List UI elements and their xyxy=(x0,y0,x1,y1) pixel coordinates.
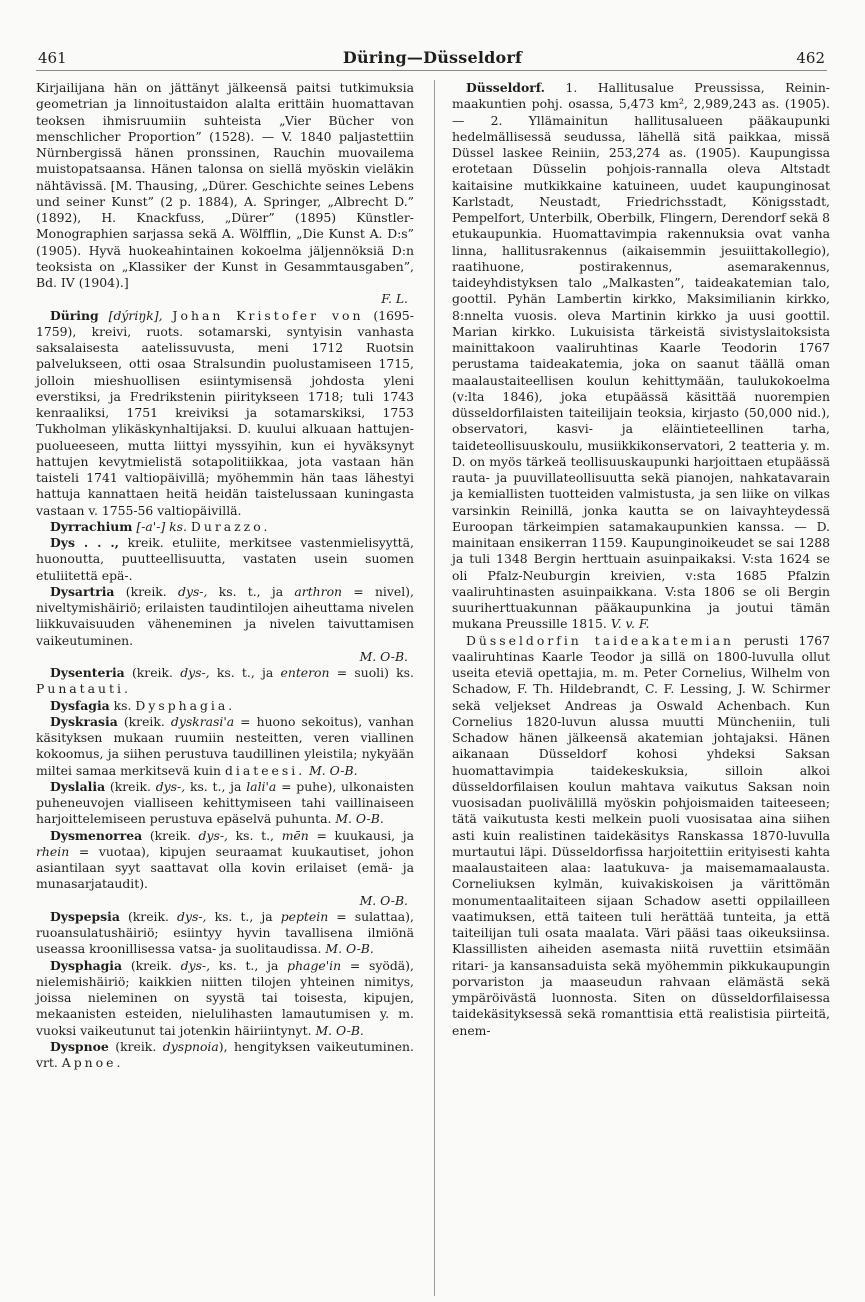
entry-text: (1695-1759), kreivi, ruots. sotamarski, syntyisin vanhasta saksalaisesta aatelissuvusta, meni 1712 Ruotsin palvelukseen, otti osaa Stralsundin puolustamiseen 1715, jolloin mieshuollisen esiintymisensä johdosta yleni everstiksi, ja Fredrikstenin piiritykseen 1718; tuli 1743 kenraaliksi, 1751 kreiviksi ja sotamarskiksi, 1753 Tukholman ylikäskynhaltijaksi. D. kuului alkuaan hattujen-puolueeseen, mutta liittyi myssyihin, kun ei hyväksynyt hattujen kevytmielistä sotapolitiikkaa, jota vastaan hän taisteli 1741 valtiopäivillä; myöhemmin hän taas lähestyi hattuja kannattaen heitä heidän taistelussaan kuningasta vastaan v. 1755-56 valtiopäivillä. xyxy=(36,307,414,518)
headword: Dysenteria xyxy=(50,665,125,680)
entry-text: = suoli) ks. xyxy=(336,665,414,680)
entry-text: ks. t., ja xyxy=(214,908,273,924)
signature: M. O-B. xyxy=(359,648,408,664)
headword: Düring xyxy=(50,307,99,323)
entry-text: = nivel), niveltymishäiriö; erilaisten taudintilojen aiheuttama nivelen liikkuvaisuuden väheneminen ja nivelen taivuttamisen vaikeutuminen. xyxy=(36,583,414,648)
entry-dysfagia xyxy=(36,698,414,714)
etymon: dys-, xyxy=(198,827,228,843)
signature: M. O-B. xyxy=(309,762,358,778)
right-column xyxy=(452,80,830,1039)
entry-text: ks. t., ja xyxy=(218,583,284,599)
entry-text: ks. t., xyxy=(235,827,274,843)
etymon: phage'in xyxy=(287,957,342,973)
paragraph: Kirjailijana hän on jättänyt jälkeensä paitsi tutkimuksia geometrian ja linnoitustaidon alalta erittäin huomattavan teoksen ihmisruumiin suhteista „Vier Bücher von menschlicher Proportion” (1528). — V. 1840 paljastettiin Nürnbergissä hänen pronssinen, Rauchin muovailema muistopatsaansa. Hänen talonsa on siellä myöskin vieläkin nähtävissä. [M. Thausing, „Dürer. Geschichte seines Lebens und seiner Kunst” (2 p. 1884), A. Springer, „Albrecht D.” (1892), H. Knackfuss, „Dürer” (1895) Künstler-Monographien sarjassa sekä A. Wölfflin, „Die Kunst A. D:s” (1905). Hyvä huokeahintainen kokoelma jäljennöksiä D:n teoksista on „Klassiker der Kunst in Gesammtausgaben”, Bd. IV (1904).] xyxy=(36,80,414,290)
etymon: enteron xyxy=(280,665,330,680)
page-number-right: 462 xyxy=(796,49,825,67)
page-number-left: 461 xyxy=(38,49,67,67)
etymon: peptein xyxy=(280,908,329,924)
entry-text: 1. Hallitusalue Preussissa, Reinin-maakuntien pohj. osassa, 5,473 km², 2,989,243 as. (1905). — 2. Yllämainitun hallitusalueen pääkaupunki hedelmällisessä seudussa, lähellä sitä paikkaa, missä Düssel laskee Reiniin, 253,274 as. (1905). Kaupungissa erotetaan Düsselin pohjois-rannalla oleva Altstadt kaitaisine mutkikkaine katuineen, uudet kaupunginosat Karlstadt, Neustadt, Friedrichsstadt, Königsstadt, Pempelfort, Unterbilk, Oberbilk, Flingern, Derendorf sekä 8 etukaupunkia. Huomattavimpia rakennuksia ovat vanha linna, hallitusrakennus (aikaisemmin jesuiittakollegio), raatihuone, postirakennus, asemarakennus, taideyhdistyksen talo „Malkasten”, taideakatemian talo, goottil. Pyhän Lambertin kirkko, Maksimilianin kirkko, 8:nnelta vuosis. oleva Martinin kirkko ja uusi goottil. Marian kirkko. Lukuisista tärkeistä sivistyslaitoksista mainittakoon vaaliruhtinas Kaarle Teodorin 1767 perustama taideakatemia, joka on saanut täällä oman maalaustaiteellisen koulun kehittymään, taulukokoelma (v:lta 1846), joka etupäässä käsittää nuorempien düsseldorfilaisten taiteilijain teoksia, kirjasto (50,000 nid.), observatori, kasvi- ja eläintieteellinen tarha, taideteollisuuskoulu, musiikkikonservatori, 2 teatteria y. m. D. on myös tärkeä teollisuuskaupunki harjoittaen etupäässä rauta- ja puuvillateollisuutta sekä pianojen, nahkatavarain ja kemiallisten tuotteiden valmistusta, ja sen liike on vilkas varsinkin Reinillä, jonka kautta se on laivayhteydessä Euroopan tärkeimpien satamakaupunkien kanssa. — D. mainitaan ensikerran 1159. Kaupunginoikeudet se sai 1288 ja tuli 1348 Bergin herttuain asuinpaikaksi. V:sta 1624 se oli Pfalz-Neuburgin kreivien, v:sta 1685 Pfalzin vaaliruhtinasten asuinpaikkana. V:sta 1806 se oli Bergin suuriherttuakunnan pääkaupunkina ja joutui tämän mukana Preussille 1815. xyxy=(452,80,830,632)
entry-text: kreik. etuliite, merkitsee vastenmielisyyttä, huonoutta, puutteellisuutta, vastaten usein suomen etuliitettä epä-. xyxy=(36,535,414,583)
left-column xyxy=(36,80,414,1071)
headword: Düsseldorf. xyxy=(466,80,545,95)
etymon: rhein xyxy=(36,843,70,859)
headword: Dys . . ., xyxy=(50,535,119,550)
signature: M. O-B. xyxy=(335,811,384,827)
cross-reference: Dysphagia. xyxy=(135,697,236,713)
page-header xyxy=(0,0,865,70)
headword: Dyspepsia xyxy=(50,908,120,924)
headword: Dyrrachium xyxy=(50,518,133,534)
headword: Dyspnoe xyxy=(50,1038,109,1054)
etymon: dys-, xyxy=(180,665,210,680)
etymon: dys-, xyxy=(178,583,208,599)
etymon: mēn xyxy=(281,827,309,843)
cross-reference: Apnoe. xyxy=(61,1055,124,1070)
header-rule xyxy=(36,70,827,71)
pronunciation: [dýriŋk], xyxy=(108,307,163,323)
entry-during xyxy=(36,308,414,519)
headword: Dyslalia xyxy=(50,778,106,794)
spaced-name: Johan Kristofer von xyxy=(172,307,364,323)
entry-dysmenorrea xyxy=(36,828,414,893)
signature: M. O-B. xyxy=(315,1022,364,1038)
entry-text: = sulattaa), ruoansulatushäiriö; esiintyy hyvin tavallisena ilmiönä useassa kroonillisessa vatsa- ja suolitaudissa. xyxy=(36,908,414,957)
entry-text: (kreik. xyxy=(149,827,191,843)
headword: Dysartria xyxy=(50,583,115,599)
entry-dysartria xyxy=(36,584,414,649)
entry-text: = huono sekoitus), vanhan käsityksen mukaan ruumiin nesteitten, veren viallinen kokoomus, ja siihen perustuva taudillinen yleistila; nykyään miltei samaa merkitsevä kuin xyxy=(36,713,414,778)
etymon: dyskrasi'a xyxy=(170,713,235,729)
cross-reference: Punatauti. xyxy=(36,681,131,697)
etymon: arthron xyxy=(294,583,343,599)
headword: Dysmenorrea xyxy=(50,827,143,843)
entry-text: ks. xyxy=(113,697,132,713)
headword: Dysphagia xyxy=(50,957,123,973)
entry-text: = kuukausi, ja xyxy=(316,827,414,843)
entry-dys xyxy=(36,535,414,584)
running-head: Düring—Düsseldorf xyxy=(342,48,523,67)
entry-dyspepsia xyxy=(36,909,414,958)
etymon: dys-, xyxy=(177,908,207,924)
entry-text: (kreik. xyxy=(109,778,151,794)
entry-taideakatemia xyxy=(452,633,830,1039)
entry-text: [-a'-] ks. xyxy=(136,518,187,534)
entry-text: ks. t., ja xyxy=(189,778,242,794)
entry-text: ks. t., ja xyxy=(218,957,279,973)
headword: Dysfagia xyxy=(50,697,110,713)
etymon: dys-, xyxy=(155,778,186,794)
entry-dyskrasia xyxy=(36,714,414,779)
entry-text: (kreik. xyxy=(115,1038,157,1054)
signature: M. O-B. xyxy=(359,892,408,908)
entry-dysphagia xyxy=(36,958,414,1039)
signature: F. L. xyxy=(381,291,408,307)
entry-dyrrachium xyxy=(36,519,414,535)
column-divider xyxy=(434,80,435,1296)
entry-text: (kreik. xyxy=(131,665,173,680)
entry-dusseldorf xyxy=(452,80,830,633)
etymon: dys-, xyxy=(180,957,211,973)
etymon: lali'a xyxy=(246,778,277,794)
entry-dyspnoe xyxy=(36,1039,414,1072)
subheading: Düsseldorfin taideakatemian xyxy=(466,632,735,648)
entry-text: (kreik. xyxy=(125,583,167,599)
signature: V. v. F. xyxy=(610,616,650,632)
cross-reference: Durazzo. xyxy=(190,518,271,534)
entry-text: = syödä), nielemishäiriö; kaikkien niitten tilojen yhteinen nimitys, joissa nieleminen on syystä tai toisesta, kipujen, mekaanisten esteiden, nielulihasten lamautumisen y. m. vuoksi vaikeutunut tai jotenkin häiriintynyt. xyxy=(36,957,414,1038)
cross-reference: diateesi. xyxy=(224,762,306,778)
entry-text: = puhe), ulkonaisten puheneuvojen vialliseen kehittymiseen tahi vaillinaiseen harjoittelemiseen perustuva epäselvä puhunta. xyxy=(36,778,414,827)
entry-dyslalia xyxy=(36,779,414,828)
entry-text: ks. t., ja xyxy=(216,665,274,680)
entry-text: (kreik. xyxy=(123,713,165,729)
entry-text: = vuotaa), kipujen seuraamat kuukautiset, johon asiantilaan syyt saattavat olla kovin erilaiset (emä- ja munasarjataudit). xyxy=(36,843,414,892)
entry-text: perusti 1767 vaaliruhtinas Kaarle Teodor ja sillä on 1800-luvulla ollut useita eteviä opettajia, m. m. Peter Cornelius, Wilhelm von Schadow, F. Th. Hildebrandt, C. F. Lessing, J. W. Schirmer sekä veljekset Andreas ja Oswald Achenbach. Kun Cornelius 1820-luvun alussa muutti Müncheniin, tuli Schadow hänen jälkeensä akatemian johtajaksi. Hänen aikanaan Düsseldorf kohosi yhdeksi Saksan huomattavimpia taidekeskuksia, silloin alkoi düsseldorfilaisen koulun mahtava vaikutus Saksan noin vuosisadan puolivälillä myöskin pohjoismaiden taiteeseen; tätä vaikutusta kesti melkein puoli vuosisataa aina siihen asti kuin realistinen taidekäsitys Ranskassa 1870-luvulla murtautui läpi. Düsseldorfissa harjoitettiin erityisesti kahta maalaustaiteen alaa: laatukuva- ja maisemamaalausta. Corneliuksen kylmän, kuivakiskoisen ja värittömän monumentaalitaiteen sijaan Schadow asetti oppilailleen vaatimuksen, että taiteen tuli herättää tunteita, ja että taiteilijan tuli osata maalata. Väri pääsi taas oikeuksiinsa. Klassillisten aiheiden asemasta niitä ruvettiin etsimään ritari- ja kansansaduista sekä myöhemmin pikkukaupungin porvariston ja maaseudun rahvaan elämästä sekä ympäröivästä luonnosta. Siten on düsseldorfilaisessa taidekäsityksessä sekä romanttisia että realistisia piirteitä, enem- xyxy=(452,632,830,1038)
signature: M. O-B. xyxy=(325,941,374,957)
etymon: dyspnoia xyxy=(162,1038,219,1054)
entry-text: ), hengityksen vaikeutuminen. vrt. xyxy=(36,1038,414,1070)
headword: Dyskrasia xyxy=(50,713,118,729)
entry-text: (kreik. xyxy=(127,908,169,924)
entry-text: (kreik. xyxy=(130,957,172,973)
entry-dysenteria xyxy=(36,665,414,698)
